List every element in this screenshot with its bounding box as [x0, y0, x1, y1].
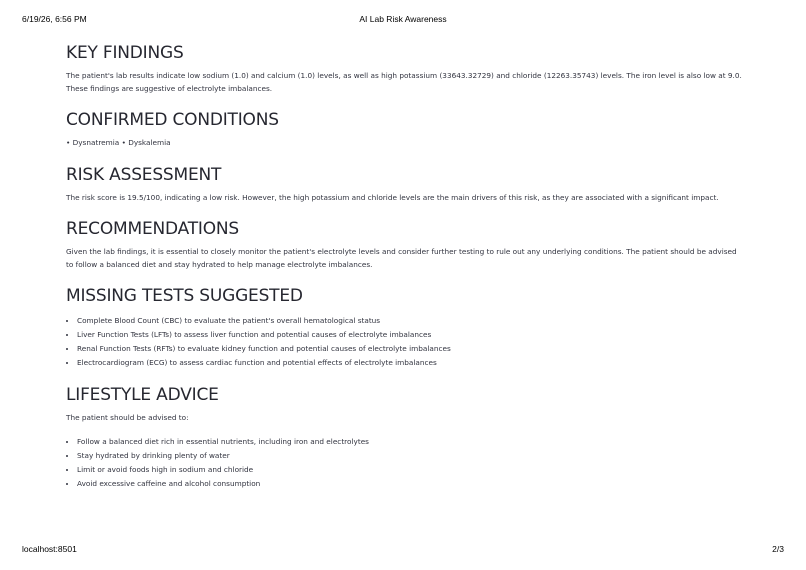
print-footer	[22, 544, 784, 556]
lifestyle-advice-list	[66, 435, 742, 491]
lifestyle-advice-heading: LIFESTYLE ADVICE	[66, 385, 219, 405]
missing-tests-list	[66, 314, 742, 370]
recommendations-text: Given the lab findings, it is essential to closely monitor the patient's electrolyte levels and consider further testing to rule out any underlying conditions. The patient should be advised to follow a balanced diet and stay hydrated to help manage electrolyte imbalances.	[66, 247, 737, 269]
print-url: localhost:8501	[22, 544, 77, 554]
risk-assessment-heading: RISK ASSESSMENT	[66, 164, 222, 185]
section-missing-tests	[66, 281, 742, 370]
section-risk-assessment	[66, 160, 742, 205]
list-item: • Electrocardiogram (ECG) to assess cardiac function and potential effects of electrolyte imbalances	[77, 356, 742, 370]
list-item: • Stay hydrated by drinking plenty of water	[77, 449, 742, 463]
print-doc-title: AI Lab Risk Awareness	[359, 14, 447, 24]
risk-assessment-text: The risk score is 19.5/100, indicating a low risk. However, the high potassium and chloride levels are the main drivers of this risk, as they are associated with a significant impact.	[66, 192, 719, 202]
list-item: • Limit or avoid foods high in sodium and chloride	[77, 463, 742, 477]
list-item: • Avoid excessive caffeine and alcohol consumption	[77, 477, 742, 491]
section-confirmed-conditions	[66, 105, 742, 150]
list-item: • Renal Function Tests (RFTs) to evaluate kidney function and potential causes of electrolyte imbalances	[77, 342, 742, 356]
missing-tests-heading: MISSING TESTS SUGGESTED	[66, 286, 303, 306]
lifestyle-advice-intro: The patient should be advised to:	[66, 413, 189, 422]
print-header	[22, 14, 784, 26]
key-findings-heading: KEY FINDINGS	[66, 43, 184, 63]
print-page-number: 2/3	[772, 544, 784, 554]
print-datetime: 6/19/26, 6:56 PM	[22, 14, 87, 24]
section-lifestyle-advice	[66, 380, 742, 491]
key-findings-text: The patient's lab results indicate low sodium (1.0) and calcium (1.0) levels, as well as high potassium (33643.32729) and chloride (12263.35743) levels. The iron level is also low at 9.0. These findings are suggestive of electrolyte imbalances.	[66, 71, 742, 93]
report-content	[66, 38, 742, 501]
confirmed-conditions-heading: CONFIRMED CONDITIONS	[66, 110, 279, 130]
list-item: • Follow a balanced diet rich in essential nutrients, including iron and electrolytes	[77, 435, 742, 449]
recommendations-heading: RECOMMENDATIONS	[66, 219, 239, 239]
section-recommendations	[66, 214, 742, 271]
list-item: • Complete Blood Count (CBC) to evaluate the patient's overall hematological status	[77, 314, 742, 328]
list-item: • Liver Function Tests (LFTs) to assess liver function and potential causes of electrolyte imbalances	[77, 328, 742, 342]
section-key-findings	[66, 38, 742, 95]
confirmed-conditions-text: • Dysnatremia • Dyskalemia	[66, 138, 171, 147]
